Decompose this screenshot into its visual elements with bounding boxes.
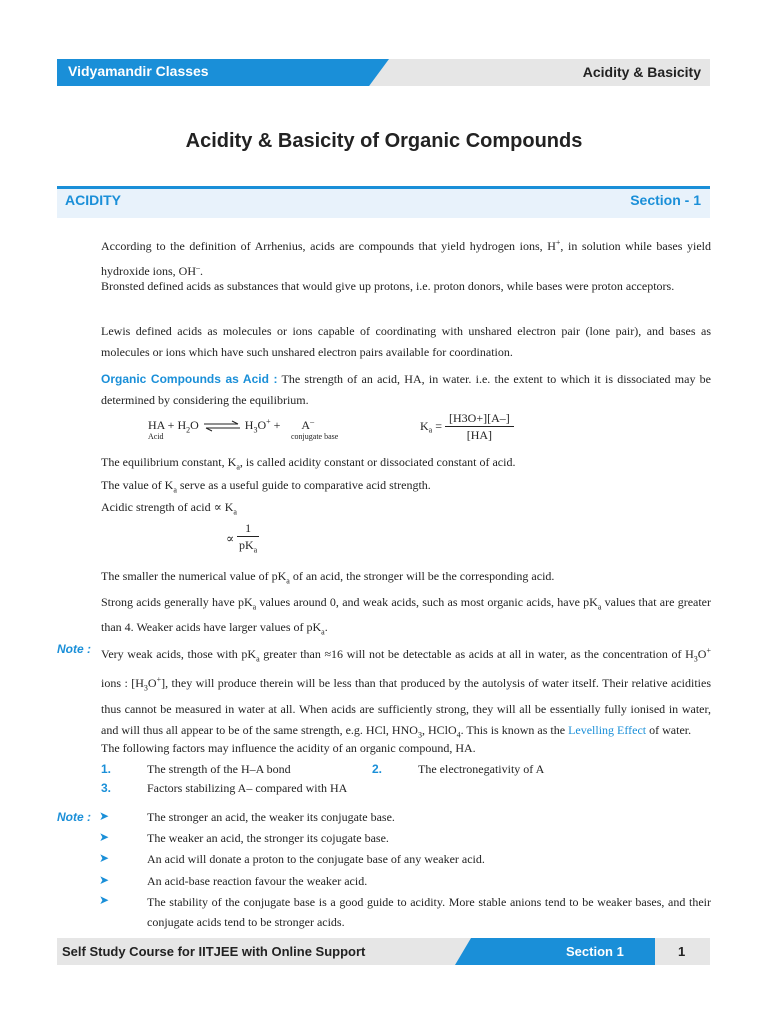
text: The equilibrium constant, K xyxy=(101,455,237,469)
section-number: Section - 1 xyxy=(630,192,701,208)
text: . xyxy=(200,264,203,278)
text: H xyxy=(244,418,254,432)
factors-intro: The following factors may influence the acidity of an organic compound, HA. xyxy=(101,741,476,755)
arrow-bullet-icon: ➤ xyxy=(99,893,110,907)
factor-number: 2. xyxy=(372,762,383,776)
sub: 3 xyxy=(253,425,258,435)
section-heading: ACIDITY xyxy=(65,192,121,208)
text: O xyxy=(190,418,199,432)
note-label: Note : xyxy=(57,642,91,656)
text: values that are greater than 4. Weaker acids have larger values of pK xyxy=(101,595,712,635)
numerator: [H3O+][A–] xyxy=(445,410,514,427)
note-item: An acid-base reaction favour the weaker acid. xyxy=(147,874,368,888)
text: greater than ≈16 will not be detectable as acids at all in water, as the concentration of H xyxy=(259,647,694,661)
text: The smaller the numerical value of pK xyxy=(101,569,287,583)
sub: a xyxy=(233,507,237,517)
text: O xyxy=(147,676,157,691)
arrow-bullet-icon: ➤ xyxy=(99,851,110,865)
sub: a xyxy=(321,627,325,637)
equilibrium-arrows-icon xyxy=(202,420,242,432)
arrow-bullet-icon: ➤ xyxy=(99,830,110,844)
text: Very weak acids, those with pK xyxy=(101,647,257,661)
sup: + xyxy=(156,675,162,685)
section-bar xyxy=(57,186,710,218)
factor-item: The strength of the H–A bond xyxy=(147,762,291,776)
footer-section: Section 1 xyxy=(566,944,624,959)
line-equilibrium-constant xyxy=(101,455,515,471)
page-number: 1 xyxy=(678,944,686,959)
note-label: Note : xyxy=(57,810,91,824)
text: = xyxy=(432,419,443,433)
text: , in solution while bases yield hydroxide ions, OH xyxy=(101,239,711,278)
note-item: The stronger an acid, the weaker its conjugate base. xyxy=(147,810,395,824)
ka-fraction xyxy=(445,410,514,443)
footer-accent xyxy=(455,938,655,965)
equilibrium-equation xyxy=(148,417,314,434)
organic-acid-label: Organic Compounds as Acid : xyxy=(101,372,278,386)
sub: 3 xyxy=(143,683,148,693)
text: ions : [H xyxy=(101,676,144,691)
page-title: Acidity & Basicity of Organic Compounds xyxy=(185,130,583,152)
arrow-bullet-icon: ➤ xyxy=(99,873,110,887)
sub: a xyxy=(597,602,602,612)
proportional-fraction xyxy=(226,520,259,558)
text: serve as a useful guide to comparative acid strength. xyxy=(176,478,431,492)
text: , HClO xyxy=(421,722,457,737)
text: , is called acidity constant or dissociated constant of acid. xyxy=(239,455,516,469)
note-item: The stability of the conjugate base is a good guide to acidity. More stable anions tend to be weaker bases, and their conjugate acids tend to be stronger acids. xyxy=(147,895,711,929)
header-topic: Acidity & Basicity xyxy=(582,64,701,80)
publisher-name: Vidyamandir Classes xyxy=(68,63,209,79)
sub: a xyxy=(286,576,290,586)
text: of an acid, the stronger will be the corresponding acid. xyxy=(289,569,555,583)
text: The value of K xyxy=(101,478,174,492)
paragraph-organic-acid xyxy=(101,369,711,411)
denominator xyxy=(237,537,259,558)
sub: 3 xyxy=(693,654,698,664)
levelling-effect-term: Levelling Effect xyxy=(568,722,647,737)
factor-item: The electronegativity of A xyxy=(418,762,545,776)
factor-number: 3. xyxy=(101,781,112,795)
course-name: Self Study Course for IITJEE with Online Support xyxy=(62,944,366,959)
line-acidic-strength xyxy=(101,500,237,516)
sub: 2 xyxy=(186,425,191,435)
ka-expression xyxy=(420,410,514,443)
sub: 4 xyxy=(456,730,461,740)
sub: a xyxy=(236,462,240,472)
paragraph-lewis: Lewis defined acids as molecules or ions capable of coordinating with unshared electron pair (lone pair), and bases as molecules or ions which have such unshared electron pairs available for coordination. xyxy=(101,324,711,359)
factor-number: 1. xyxy=(101,762,112,776)
text: ∝ xyxy=(226,531,235,546)
paragraph-bronsted: Bronsted defined acids as substances that would give up protons, i.e. proton donors, while bases were proton acceptors. xyxy=(101,279,675,293)
conjugate-base-label: conjugate base xyxy=(291,432,339,441)
text: O xyxy=(257,418,267,432)
text: HA + H xyxy=(148,418,187,432)
text: + xyxy=(270,418,281,432)
text: . xyxy=(324,620,328,635)
denominator: [HA] xyxy=(466,428,493,442)
text: . This is known as the xyxy=(460,722,569,737)
note-item: An acid will donate a proton to the conjugate base of any weaker acid. xyxy=(147,852,485,866)
text: ], they will produce therein will be less than that produced by the autolysis of water itself. Their relative acidities thus cannot be measured in water at all. When acids are sufficiently strong, they will all be essentially fully ionised in water, and will thus all appear to be of the same strength, e.g. HCl, HNO xyxy=(101,676,711,737)
text: pK xyxy=(239,538,254,552)
acid-label: Acid xyxy=(148,432,164,441)
sub: 3 xyxy=(417,730,422,740)
note-very-weak-acids xyxy=(101,640,711,745)
text: values around 0, and weak acids, such as most organic acids, have pK xyxy=(256,595,598,609)
sub: a xyxy=(256,654,260,664)
text: A xyxy=(301,418,311,432)
inverse-pka-fraction xyxy=(237,520,259,558)
sub: a xyxy=(173,485,177,495)
paragraph-strong-weak xyxy=(101,592,711,643)
text: Acidic strength of acid ∝ K xyxy=(101,500,234,514)
line-smaller-pka xyxy=(101,569,554,585)
sub: a xyxy=(428,425,433,435)
arrow-bullet-icon: ➤ xyxy=(99,809,110,823)
text: O xyxy=(697,647,707,661)
line-ka-guide xyxy=(101,478,431,494)
sup: – xyxy=(310,417,315,426)
paragraph-arrhenius xyxy=(101,232,711,282)
text: Strong acids generally have pK xyxy=(101,595,253,609)
numerator: 1 xyxy=(237,520,259,537)
text: K xyxy=(420,419,429,433)
note-item: The weaker an acid, the stronger its cojugate base. xyxy=(147,831,389,845)
sup: + xyxy=(266,417,271,426)
sup: – xyxy=(196,263,200,272)
factor-item: Factors stabilizing A– compared with HA xyxy=(147,781,348,795)
sup: + xyxy=(555,238,561,247)
sup: + xyxy=(706,646,711,655)
sub: a xyxy=(253,545,258,555)
text: The strength of an acid, HA, in water. i.e. the extent to which it is dissociated may be determined by considering the equilibrium. xyxy=(101,372,711,407)
text: According to the definition of Arrhenius, acids are compounds that yield hydrogen ions, H xyxy=(101,239,556,253)
text: of water. xyxy=(646,722,692,737)
sub: a xyxy=(252,602,257,612)
